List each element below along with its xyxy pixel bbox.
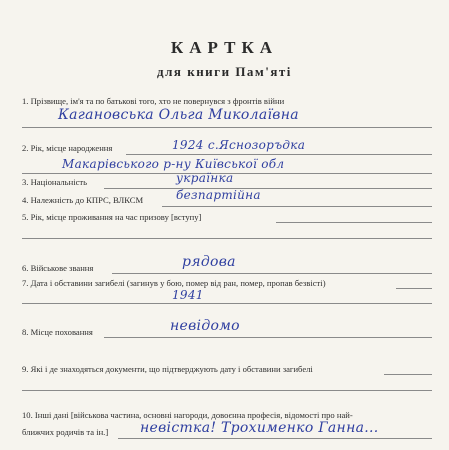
field-4-value: безпартійна	[176, 188, 261, 202]
field-7-line-2	[22, 303, 432, 304]
field-10-line	[118, 438, 432, 439]
field-7-line-1	[396, 288, 432, 289]
field-1-value: Кагановська Ольга Миколаївна	[58, 107, 299, 123]
field-5-label: 5. Рік, місце проживання на час призову [вступу]	[22, 212, 202, 222]
field-10-label-line1: 10. Інші дані [військова частина, основні нагороди, довоєнна професія, відомості про най-	[22, 410, 353, 420]
field-6-value: рядова	[182, 254, 236, 270]
field-6-line	[112, 273, 432, 274]
field-10-value: невістка! Трохименко Ганна...	[140, 420, 379, 436]
field-8-label: 8. Місце поховання	[22, 327, 93, 337]
field-2-line-1	[126, 154, 432, 155]
card-title: КАРТКА	[170, 38, 279, 57]
field-8-value: невідомо	[170, 318, 240, 334]
field-7-label: 7. Дата і обставини загибелі (загинув у бою, помер від ран, помер, пропав безвісті)	[22, 278, 326, 288]
field-9-line-2	[22, 390, 432, 391]
field-3-line	[104, 188, 432, 189]
field-3-value: українка	[176, 171, 234, 185]
field-7-value: 1941	[172, 288, 204, 302]
field-4-label: 4. Належність до КПРС, ВЛКСМ	[22, 195, 144, 205]
card-subtitle: для книги Пам'яті	[157, 64, 292, 79]
field-5-line-1	[276, 222, 432, 223]
field-1-label: 1. Прізвище, ім'я та по батькові того, хто не повернувся з фронтів війни	[22, 96, 285, 106]
field-6-label: 6. Військове звання	[22, 263, 94, 273]
field-3-label: 3. Національність	[22, 177, 88, 187]
field-4-line	[162, 206, 432, 207]
field-5-line-2	[22, 238, 432, 239]
field-2-label: 2. Рік, місце народження	[22, 143, 113, 153]
field-8-line	[104, 337, 432, 338]
field-10-label-line2: ближчих родичів та ін.]	[22, 427, 109, 437]
field-9-label: 9. Які і де знаходяться документи, що підтверджують дату і обставини загибелі	[22, 364, 313, 374]
field-1-line	[22, 127, 432, 128]
field-2-value-line1: 1924 с.Яснозоръдка	[172, 138, 306, 152]
field-9-line-1	[384, 374, 432, 375]
field-2-value-line2: Макарівського р-ну Київської обл	[62, 157, 285, 171]
